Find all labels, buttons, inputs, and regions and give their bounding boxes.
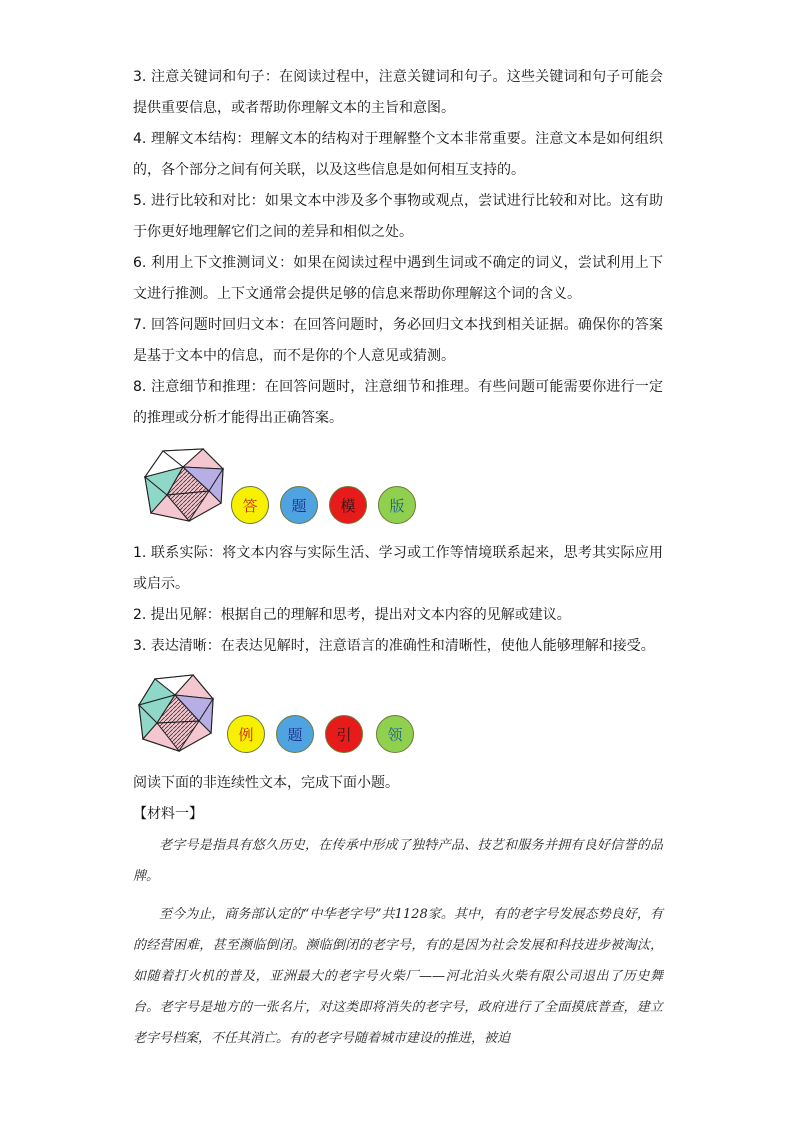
tip-6: 6. 利用上下文推测词义：如果在阅读过程中遇到生词或不确定的词义，尝试利用上下文进行推测。上下文通常会提供足够的信息来帮助你理解这个词的含义。: [133, 255, 663, 302]
answer-template-char-3: 模: [329, 486, 367, 524]
answer-1: 1. 联系实际：将文本内容与实际生活、学习或工作等情境联系起来，思考其实际应用或启示。: [133, 545, 663, 592]
answer-template-char-1: 答: [231, 486, 269, 524]
example-guide-char-2: 题: [276, 715, 314, 753]
instruction: 阅读下面的非连续性文本，完成下面小题。: [133, 775, 399, 791]
material-paragraph-2: 至今为止，商务部认定的“中华老字号”共1128家。其中，有的老字号发展态势良好，有的经营困难，甚至濒临倒闭。濒临倒闭的老字号，有的是因为社会发展和科技进步被淘汰，如随着打火机的普及，亚洲最大的老字号火柴厂——河北泊头火柴有限公司退出了历史舞台。老字号是地方的一张名片，对这类即将消失的老字号，政府进行了全面摸底普查，建立老字号档案，不任其消亡。有的老字号随着城市建设的推进，被迫: [133, 907, 663, 1046]
tip-8: 8. 注意细节和推理：在回答问题时，注意细节和推理。有些问题可能需要你进行一定的推理或分析才能得出正确答案。: [133, 379, 663, 426]
example-guide-char-1: 例: [227, 715, 265, 753]
material-paragraph-1: 老字号是指具有悠久历史，在传承中形成了独特产品、技艺和服务并拥有良好信誉的品牌。: [133, 838, 663, 884]
tip-7: 7. 回答问题时回归文本：在回答问题时，务必回归文本找到相关证据。确保你的答案是基于文本中的信息，而不是你的个人意见或猜测。: [133, 317, 663, 364]
example-guide-char-3: 引: [325, 715, 363, 753]
tip-3: 3. 注意关键词和句子：在阅读过程中，注意关键词和句子。这些关键词和句子可能会提供重要信息，或者帮助你理解文本的主旨和意图。: [133, 69, 663, 116]
tip-5: 5. 进行比较和对比：如果文本中涉及多个事物或观点，尝试进行比较和对比。这有助于你更好地理解它们之间的差异和相似之处。: [133, 193, 663, 240]
material-heading: 【材料一】: [133, 806, 203, 822]
answer-2: 2. 提出见解：根据自己的理解和思考，提出对文本内容的见解或建议。: [133, 607, 571, 623]
answer-3: 3. 表达清晰：在表达见解时，注意语言的准确性和清晰性，使他人能够理解和接受。: [133, 638, 655, 654]
example-guide-char-4: 领: [376, 715, 414, 753]
icosahedron-icon: [143, 447, 227, 523]
icosahedron-icon-2: [137, 673, 217, 753]
answer-template-char-4: 版: [378, 486, 416, 524]
tip-4: 4. 理解文本结构：理解文本的结构对于理解整个文本非常重要。注意文本是如何组织的，各个部分之间有何关联，以及这些信息是如何相互支持的。: [133, 131, 663, 178]
answer-template-char-2: 题: [280, 486, 318, 524]
